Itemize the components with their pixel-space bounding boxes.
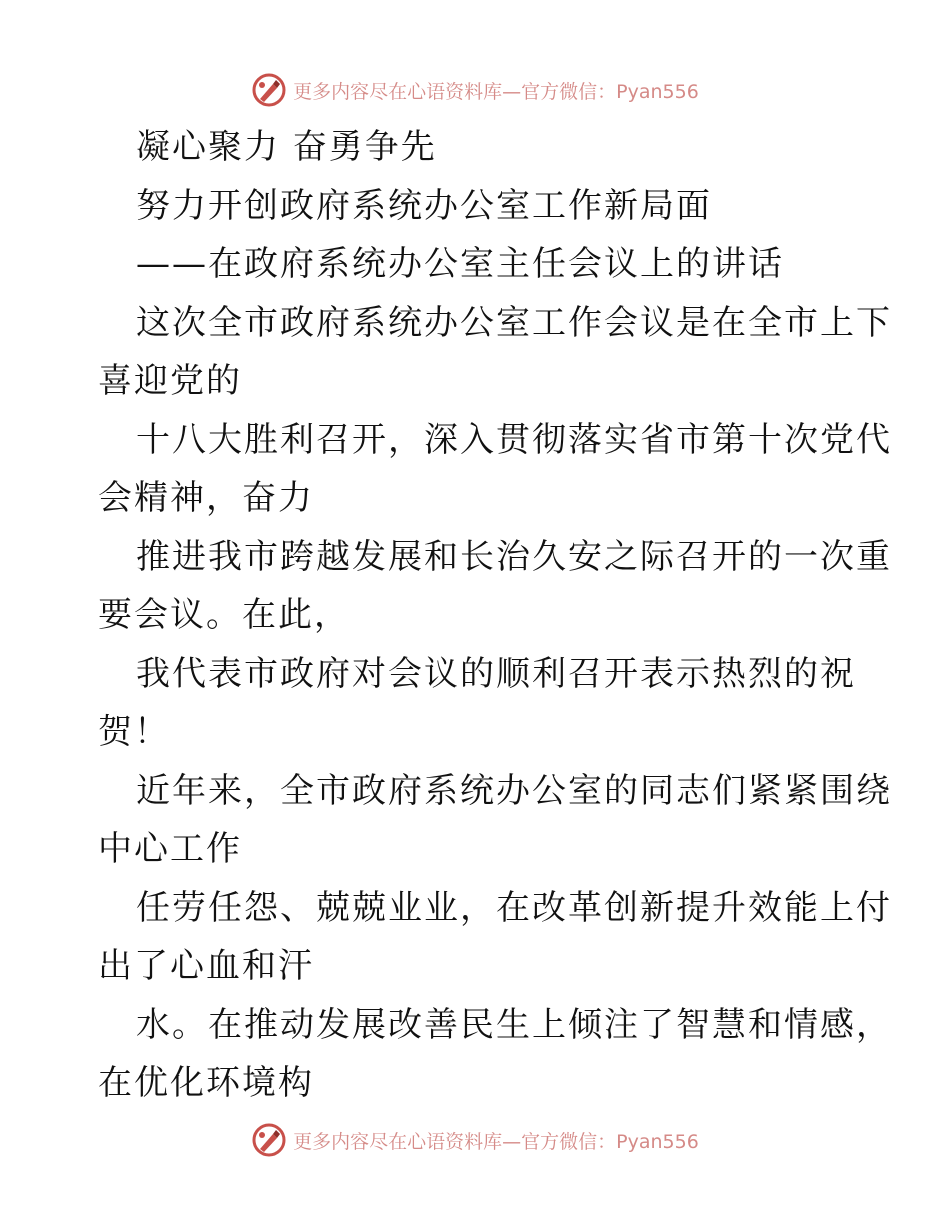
doc-line: 近年来，全市政府系统办公室的同志们紧紧围绕: [136, 770, 892, 811]
doc-line: 会精神，奋力: [98, 478, 314, 518]
doc-line: 努力开创政府系统办公室工作新局面: [136, 185, 712, 226]
doc-line: ——在政府系统办公室主任会议上的讲话: [136, 244, 784, 284]
doc-line: 水。在推动发展改善民生上倾注了智慧和情感，: [136, 1004, 892, 1045]
doc-line: 喜迎党的: [98, 361, 242, 401]
footer-banner: [0, 1120, 950, 1160]
doc-line: 在优化环境构: [98, 1063, 314, 1103]
document-body: [98, 118, 892, 1113]
doc-line: 中心工作: [98, 829, 242, 869]
footer-banner-text: 更多内容尽在心语资料库—官方微信：Pyan556: [293, 1130, 699, 1153]
doc-line: 出了心血和汗: [98, 946, 314, 986]
doc-line: 推进我市跨越发展和长治久安之际召开的一次重: [136, 536, 892, 577]
pen-circle-logo-icon: [251, 1122, 287, 1158]
doc-line: 要会议。在此，: [98, 595, 350, 635]
doc-line: 我代表市政府对会议的顺利召开表示热烈的祝: [136, 653, 856, 694]
doc-line: 这次全市政府系统办公室工作会议是在全市上下: [136, 302, 892, 343]
header-banner-text: 更多内容尽在心语资料库—官方微信：Pyan556: [293, 80, 699, 103]
pen-circle-logo-icon: [251, 72, 287, 108]
doc-line: 贺！: [98, 712, 170, 752]
header-banner: [0, 70, 950, 110]
doc-line: 凝心聚力 奋勇争先: [136, 127, 437, 167]
doc-line: 任劳任怨、兢兢业业，在改革创新提升效能上付: [136, 887, 892, 928]
doc-line: 十八大胜利召开，深入贯彻落实省市第十次党代: [136, 419, 892, 460]
